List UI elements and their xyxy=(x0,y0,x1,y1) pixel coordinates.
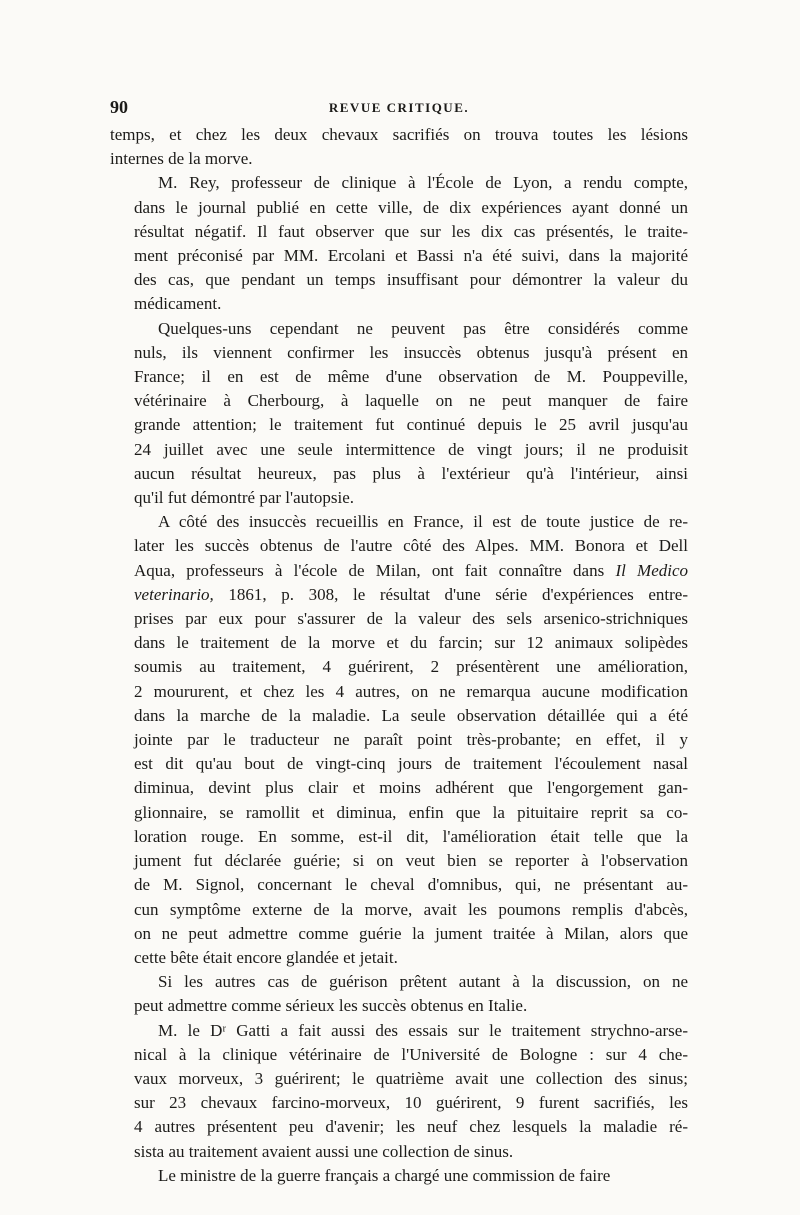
text-line: diminua, devint plus clair et moins adhérent que l'engorgement gan- xyxy=(134,778,688,798)
text-line: internes de la morve. xyxy=(110,149,253,169)
text-line: France; il en est de même d'une observation de M. Pouppeville, xyxy=(134,367,688,387)
text-line: jument fut déclarée guérie; si on veut bien se reporter à l'observation xyxy=(134,851,688,871)
text-line: nuls, ils viennent confirmer les insuccès obtenus jusqu'à présent en xyxy=(134,342,688,362)
text-line xyxy=(110,559,688,583)
journal-title-cont: veterinario, xyxy=(134,584,229,604)
paragraph xyxy=(110,510,688,970)
text-line: grande attention; le traitement fut continué depuis le 25 avril jusqu'au xyxy=(134,415,688,435)
text-line: glionnaire, se ramollit et diminua, enfin que la pituitaire reprit sa co- xyxy=(134,802,688,822)
text-line: peut admettre comme sérieux les succès obtenus en Italie. xyxy=(134,996,528,1016)
text-line: cun symptôme externe de la morve, avait les poumons remplis d'abcès, xyxy=(134,899,688,919)
text-line: sista au traitement avaient aussi une collection de sinus. xyxy=(134,1141,514,1161)
paragraph xyxy=(110,1019,688,1164)
page xyxy=(110,97,688,1188)
text-line: sur 23 chevaux farcino-morveux, 10 guérirent, 9 furent sacrifiés, les xyxy=(134,1093,688,1113)
text-line: temps, et chez les deux chevaux sacrifiés on trouva toutes les lésions xyxy=(110,125,688,144)
paragraph xyxy=(110,171,688,316)
text-line: dans le traitement de la morve et du farcin; sur 12 animaux solipèdes xyxy=(134,633,688,653)
text-line: M. Rey, professeur de clinique à l'École de Lyon, a rendu compte, xyxy=(158,173,688,193)
text-line: est dit qu'au bout de vingt-cinq jours de traitement l'écoulement nasal xyxy=(134,754,688,774)
text-line: vaux morveux, 3 guérirent; le quatrième avait une collection des sinus; xyxy=(134,1068,688,1088)
line-text: 1861, p. 308, le résultat d'une série d'expériences entre- xyxy=(228,584,688,604)
text-line: Le ministre de la guerre français a chargé une commission de faire xyxy=(158,1165,611,1185)
paragraph xyxy=(110,1164,688,1188)
text-line: dans la marche de la maladie. La seule observation détaillée qui a été xyxy=(134,705,688,725)
text-line xyxy=(110,583,688,607)
text-line: jointe par le traducteur ne paraît point très-probante; en effet, il y xyxy=(134,730,688,750)
text-line: 2 moururent, et chez les 4 autres, on ne remarqua aucune modification xyxy=(134,681,688,701)
text-line: dans le journal publié en cette ville, de dix expériences ayant donné un xyxy=(134,197,688,217)
text-line: des cas, que pendant un temps insuffisant pour démontrer la valeur du xyxy=(134,270,688,290)
text-line: médicament. xyxy=(134,294,222,314)
text-line: M. le Dʳ Gatti a fait aussi des essais sur le traitement strychno-arse- xyxy=(158,1020,688,1040)
text-line: prises par eux pour s'assurer de la valeur des sels arsenico-strichniques xyxy=(134,609,688,629)
text-line: vétérinaire à Cherbourg, à laquelle on ne peut manquer de faire xyxy=(134,391,688,411)
text-line: soumis au traitement, 4 guérirent, 2 présentèrent une amélioration, xyxy=(134,657,688,677)
line-text: Aqua, professeurs à l'école de Milan, ont fait connaître dans xyxy=(134,560,616,580)
text-line: résultat négatif. Il faut observer que sur les dix cas présentés, le traite- xyxy=(134,221,688,241)
text-line: nical à la clinique vétérinaire de l'Université de Bologne : sur 4 che- xyxy=(134,1044,688,1064)
page-header xyxy=(110,97,688,123)
text-line: Quelques-uns cependant ne peuvent pas être considérés comme xyxy=(158,318,688,338)
text-line: ment préconisé par MM. Ercolani et Bassi n'a été suivi, dans la majorité xyxy=(134,246,688,266)
text-line: loration rouge. En somme, est-il dit, l'amélioration était telle que la xyxy=(134,826,688,846)
text-line: qu'il fut démontré par l'autopsie. xyxy=(134,488,354,508)
text-line: 24 juillet avec une seule intermittence de vingt jours; il ne produisit xyxy=(134,439,688,459)
text-line: aucun résultat heureux, pas plus à l'extérieur qu'à l'intérieur, ainsi xyxy=(134,463,688,483)
journal-title: Il Medico xyxy=(615,560,689,580)
text-line: Si les autres cas de guérison prêtent autant à la discussion, on ne xyxy=(158,972,688,992)
running-title: REVUE CRITIQUE. xyxy=(328,100,470,115)
paragraph xyxy=(110,317,688,511)
text-line: on ne peut admettre comme guérie la jument traitée à Milan, alors que xyxy=(134,923,688,943)
text-line: 4 autres présentent peu d'avenir; les neuf chez lesquels la maladie ré- xyxy=(134,1117,688,1137)
paragraph xyxy=(110,123,688,171)
text-line: later les succès obtenus de l'autre côté des Alpes. MM. Bonora et Dell xyxy=(134,536,688,556)
text-line: de M. Signol, concernant le cheval d'omnibus, qui, ne présentant au- xyxy=(134,875,688,895)
body-text xyxy=(110,123,688,1188)
text-line: A côté des insuccès recueillis en France, il est de toute justice de re- xyxy=(158,512,688,532)
text-line: cette bête était encore glandée et jetait. xyxy=(134,947,398,967)
page-number: 90 xyxy=(110,97,128,117)
paragraph xyxy=(110,970,688,1018)
